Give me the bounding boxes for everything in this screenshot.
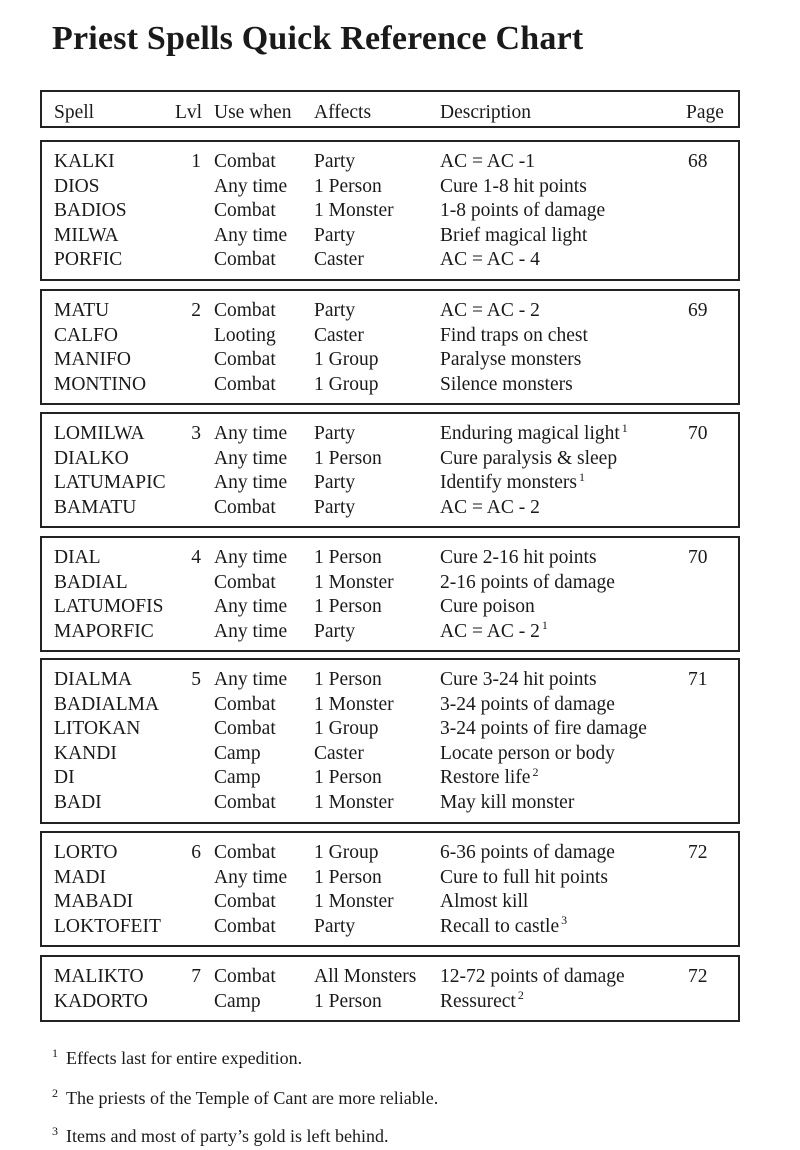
description-text: AC = AC -1	[440, 151, 535, 172]
description-text: Cure to full hit points	[440, 866, 608, 888]
table-row	[42, 692, 738, 717]
spell-level: 3	[191, 423, 201, 444]
spell-group-level-7	[40, 955, 740, 1022]
page-title: Priest Spells Quick Reference Chart	[52, 20, 584, 57]
description	[440, 790, 574, 815]
description	[440, 989, 524, 1014]
table-row	[42, 298, 738, 323]
description	[440, 667, 597, 692]
description	[440, 149, 535, 174]
description	[440, 692, 615, 717]
description	[440, 889, 528, 914]
table-row	[42, 570, 738, 595]
footnote-marker: 3	[561, 913, 568, 928]
spell-name: DIALMA	[54, 669, 132, 690]
use-when: Combat	[214, 915, 276, 937]
footnote-text: The priests of the Temple of Cant are more reliable.	[66, 1088, 439, 1108]
description-text: AC = AC - 2	[440, 620, 540, 642]
affects: Party	[314, 472, 356, 494]
spell-name: DIALKO	[54, 447, 129, 469]
spell-name: PORFIC	[54, 249, 123, 271]
use-when: Any time	[214, 866, 288, 888]
spell-name: MALIKTO	[54, 966, 144, 987]
description-text: 2-16 points of damage	[440, 571, 615, 593]
table-row	[42, 594, 738, 619]
use-when: Camp	[214, 742, 261, 764]
affects: 1 Monster	[314, 693, 394, 715]
spell-name: KADORTO	[54, 990, 148, 1012]
description-text: 12-72 points of damage	[440, 966, 625, 987]
table-row	[42, 446, 738, 471]
footnote-marker: 1	[579, 469, 586, 484]
description	[440, 865, 608, 890]
spell-name: BADIAL	[54, 571, 128, 593]
description-text: Cure 1-8 hit points	[440, 175, 587, 197]
affects: 1 Person	[314, 175, 382, 197]
spell-name: LITOKAN	[54, 718, 141, 740]
use-when: Combat	[214, 792, 276, 813]
description	[440, 619, 548, 644]
use-when: Combat	[214, 693, 276, 715]
spell-level: 7	[191, 966, 201, 987]
description	[440, 421, 628, 446]
description-text: AC = AC - 4	[440, 249, 540, 271]
use-when: Camp	[214, 990, 261, 1012]
header-use-when: Use when	[214, 102, 292, 123]
use-when: Combat	[214, 349, 276, 371]
table-row	[42, 174, 738, 199]
spell-name: DI	[54, 767, 75, 789]
spell-name: MATU	[54, 300, 110, 321]
use-when: Any time	[214, 175, 288, 197]
table-row	[42, 495, 738, 520]
description	[440, 198, 605, 223]
table-row	[42, 716, 738, 741]
table-row	[42, 667, 738, 692]
description	[440, 594, 535, 619]
header-page: Page	[686, 102, 724, 123]
table-row	[42, 619, 738, 644]
use-when: Any time	[214, 669, 288, 690]
description-text: Recall to castle	[440, 915, 560, 937]
description-text: 3-24 points of fire damage	[440, 718, 647, 740]
use-when: Any time	[214, 620, 288, 642]
table-row	[42, 914, 738, 939]
table-row	[42, 545, 738, 570]
use-when: Any time	[214, 547, 288, 568]
description-text: Restore life	[440, 767, 531, 789]
use-when: Any time	[214, 224, 288, 246]
affects: 1 Person	[314, 990, 382, 1012]
affects: 1 Monster	[314, 571, 394, 593]
spell-name: BAMATU	[54, 496, 137, 518]
description	[440, 840, 615, 865]
footnote-number: 1	[52, 1046, 58, 1060]
description	[440, 247, 540, 272]
table-row	[42, 989, 738, 1014]
description	[440, 964, 625, 989]
use-when: Looting	[214, 324, 276, 346]
affects: 1 Group	[314, 349, 379, 371]
use-when: Combat	[214, 966, 276, 987]
description-text: Paralyse monsters	[440, 349, 582, 371]
description-text: Identify monsters	[440, 472, 578, 494]
use-when: Combat	[214, 571, 276, 593]
description	[440, 765, 538, 790]
header-description: Description	[440, 102, 531, 123]
description-text: AC = AC - 2	[440, 496, 540, 518]
spell-name: MONTINO	[54, 373, 147, 395]
affects: Party	[314, 620, 356, 642]
description	[440, 347, 581, 372]
affects: Caster	[314, 324, 364, 346]
description	[440, 545, 597, 570]
affects: 1 Person	[314, 669, 382, 690]
spell-group-level-6	[40, 831, 740, 947]
use-when: Combat	[214, 373, 276, 395]
spell-group-level-1	[40, 140, 740, 281]
table-row	[42, 323, 738, 348]
affects: 1 Person	[314, 866, 382, 888]
spell-name: MILWA	[54, 224, 119, 246]
use-when: Combat	[214, 496, 276, 518]
description-text: AC = AC - 2	[440, 300, 540, 321]
spell-level: 1	[191, 151, 201, 172]
table-row	[42, 865, 738, 890]
table-row	[42, 840, 738, 865]
use-when: Any time	[214, 596, 288, 618]
spell-level: 5	[191, 669, 201, 690]
page-number: 71	[688, 669, 708, 690]
table-row	[42, 790, 738, 815]
use-when: Combat	[214, 200, 276, 222]
affects: 1 Monster	[314, 200, 394, 222]
affects: 1 Person	[314, 767, 382, 789]
spell-name: CALFO	[54, 324, 118, 346]
affects: All Monsters	[314, 966, 417, 987]
affects: 1 Person	[314, 596, 382, 618]
affects: 1 Group	[314, 718, 379, 740]
table-row	[42, 964, 738, 989]
affects: Party	[314, 224, 356, 246]
use-when: Any time	[214, 423, 288, 444]
description-text: Ressurect	[440, 990, 516, 1012]
description	[440, 372, 573, 397]
affects: Party	[314, 915, 356, 937]
description-text: Brief magical light	[440, 224, 588, 246]
use-when: Combat	[214, 842, 276, 863]
spell-group-level-4	[40, 536, 740, 652]
page-number: 70	[688, 547, 708, 568]
spell-name: LORTO	[54, 842, 118, 863]
affects: Caster	[314, 249, 364, 271]
spell-name: BADI	[54, 792, 102, 813]
affects: 1 Person	[314, 547, 382, 568]
footnote-marker: 1	[541, 618, 548, 633]
spell-name: BADIALMA	[54, 693, 160, 715]
header-level: Lvl	[175, 102, 203, 123]
footnote-marker: 2	[532, 764, 539, 779]
spell-level: 2	[191, 300, 201, 321]
description	[440, 298, 540, 323]
table-row	[42, 470, 738, 495]
footnote	[52, 1124, 388, 1147]
description-text: Locate person or body	[440, 742, 615, 764]
spell-name: DIOS	[54, 175, 100, 197]
footnote	[52, 1046, 302, 1069]
table-row	[42, 421, 738, 446]
description-text: Enduring magical light	[440, 423, 620, 444]
table-row	[42, 889, 738, 914]
footnote-text: Effects last for entire expedition.	[66, 1048, 303, 1068]
page-number: 70	[688, 423, 708, 444]
table-row	[42, 149, 738, 174]
spell-name: MADI	[54, 866, 106, 888]
description-text: Cure poison	[440, 596, 535, 618]
description-text: Find traps on chest	[440, 324, 588, 346]
use-when: Camp	[214, 767, 261, 789]
spell-level: 6	[191, 842, 201, 863]
spell-name: MANIFO	[54, 349, 131, 371]
affects: 1 Group	[314, 842, 379, 863]
description	[440, 570, 615, 595]
spell-group-level-5	[40, 658, 740, 824]
description-text: 3-24 points of damage	[440, 693, 615, 715]
description-text: May kill monster	[440, 792, 575, 813]
description	[440, 223, 587, 248]
description-text: Cure 3-24 hit points	[440, 669, 597, 690]
affects: 1 Person	[314, 447, 382, 469]
description-text: Almost kill	[440, 891, 529, 913]
use-when: Combat	[214, 151, 276, 172]
header-affects: Affects	[314, 102, 372, 123]
description	[440, 446, 617, 471]
table-row	[42, 198, 738, 223]
use-when: Combat	[214, 718, 276, 740]
spell-group-level-2	[40, 289, 740, 405]
footnote-marker: 2	[517, 988, 524, 1003]
description-text: 1-8 points of damage	[440, 200, 606, 222]
page-number: 72	[688, 842, 708, 863]
description-text: Silence monsters	[440, 373, 573, 395]
affects: Party	[314, 496, 356, 518]
table-row	[42, 223, 738, 248]
page-number: 68	[688, 151, 708, 172]
description	[440, 174, 587, 199]
table-row	[42, 765, 738, 790]
spell-name: LOKTOFEIT	[54, 915, 161, 937]
spell-name: MABADI	[54, 891, 134, 913]
footnote-number: 3	[52, 1124, 58, 1138]
affects: 1 Group	[314, 373, 379, 395]
affects: 1 Monster	[314, 792, 394, 813]
header-spell: Spell	[54, 102, 95, 123]
use-when: Combat	[214, 300, 276, 321]
description	[440, 716, 647, 741]
description-text: Cure paralysis & sleep	[440, 447, 618, 469]
affects: Party	[314, 151, 356, 172]
spell-group-level-3	[40, 412, 740, 528]
footnote-text: Items and most of party’s gold is left behind.	[66, 1126, 389, 1146]
description	[440, 914, 567, 939]
use-when: Combat	[214, 891, 276, 913]
affects: Caster	[314, 742, 364, 764]
footnote-number: 2	[52, 1086, 58, 1100]
description	[440, 741, 615, 766]
spell-level: 4	[191, 547, 201, 568]
table-row	[42, 247, 738, 272]
spell-name: LATUMOFIS	[54, 596, 164, 618]
spell-name: BADIOS	[54, 200, 127, 222]
description	[440, 470, 585, 495]
use-when: Any time	[214, 472, 288, 494]
affects: Party	[314, 423, 356, 444]
spell-name: LATUMAPIC	[54, 472, 166, 494]
use-when: Any time	[214, 447, 288, 469]
table-row	[42, 741, 738, 766]
spell-name: MAPORFIC	[54, 620, 154, 642]
description-text: 6-36 points of damage	[440, 842, 615, 863]
page-number: 72	[688, 966, 708, 987]
table-row	[42, 372, 738, 397]
spell-name: LOMILWA	[54, 423, 145, 444]
description	[440, 323, 588, 348]
description	[440, 495, 540, 520]
description-text: Cure 2-16 hit points	[440, 547, 597, 568]
affects: Party	[314, 300, 356, 321]
spell-name: KANDI	[54, 742, 117, 764]
footnote-marker: 1	[621, 420, 628, 435]
table-header	[40, 90, 740, 128]
affects: 1 Monster	[314, 891, 394, 913]
footnote	[52, 1086, 438, 1109]
page-number: 69	[688, 300, 708, 321]
spell-name: DIAL	[54, 547, 101, 568]
table-row	[42, 347, 738, 372]
use-when: Combat	[214, 249, 276, 271]
spell-name: KALKI	[54, 151, 115, 172]
